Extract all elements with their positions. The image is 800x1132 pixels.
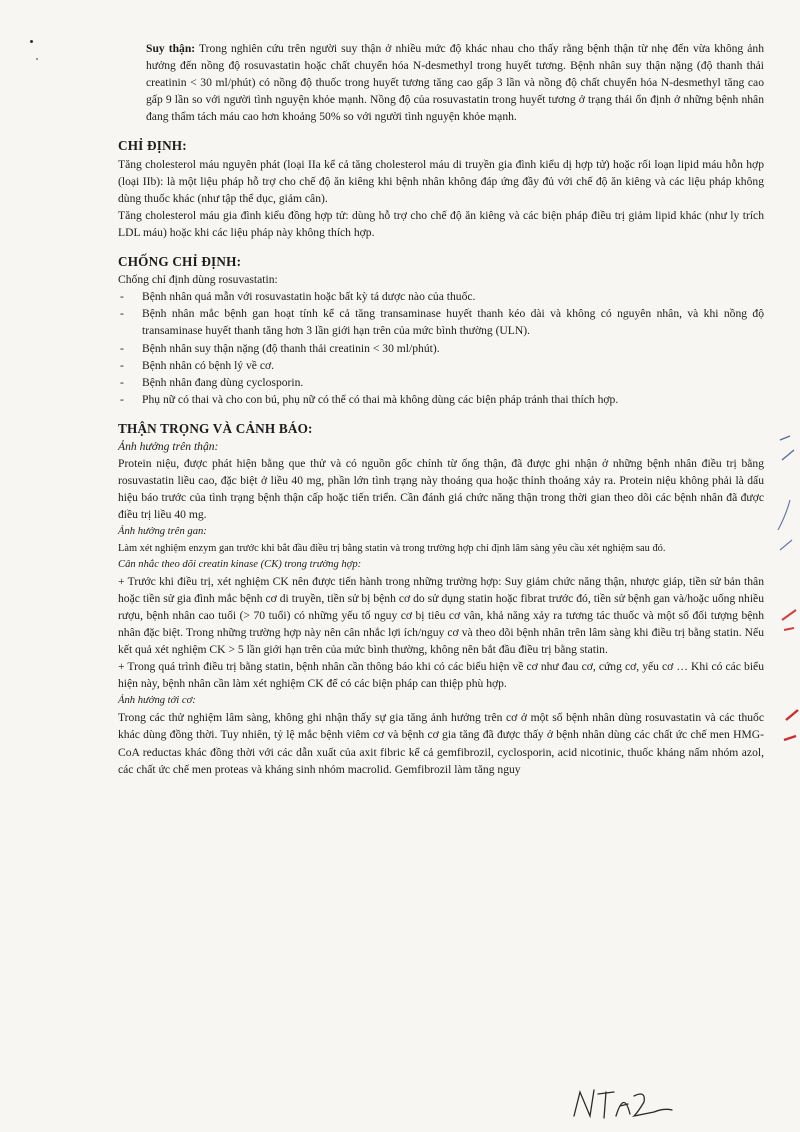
- renal-impairment-paragraph: [118, 40, 764, 125]
- contraindications-list: [118, 288, 764, 408]
- edge-stamp-mark: [760, 420, 800, 780]
- ck-monitoring-text-1: + Trước khi điều trị, xét nghiệm CK nên được tiến hành trong những trường hợp: Suy giảm chức năng thận, nhược giáp, tiền sử bản thân hoặc tiền sử gia đình mắc bệnh cơ di truyền, tiền sử bị bệnh cơ do sử dụng statin hoặc fibrat trước đó, tiền sử bệnh gan và/hoặc uống nhiều rượu, bệnh nhân cao tuổi (> 70 tuổi) có những yếu tố nguy cơ bị tiêu cơ vân, khả năng xảy ra tương tác thuốc và một số đối tượng bệnh nhân đặc biệt. Trong những trường hợp này nên cân nhắc lợi ích/nguy cơ và theo dõi bệnh nhân trên lâm sàng khi điều trị bằng statin. Nếu kết quả xét nghiệm CK > 5 lần giới hạn trên của mức bình thường, không nên bắt đầu điều trị bằng statin.: [118, 574, 764, 656]
- list-item: - Bệnh nhân đang dùng cyclosporin.: [118, 374, 764, 391]
- renal-impairment-lead: Suy thận:: [146, 42, 196, 55]
- kidney-effects-title: Ảnh hưởng trên thận:: [118, 439, 219, 453]
- scan-speck: [36, 58, 38, 60]
- list-item: - Bệnh nhân mắc bệnh gan hoạt tính kể cả tăng transaminase huyết thanh kéo dài và không có nguyên nhân, và khi nồng độ transaminase huyết thanh tăng hơn 3 lần giới hạn trên của mức bình thường (ULN).: [118, 305, 764, 339]
- contraindications-intro: Chống chỉ định dùng rosuvastatin:: [118, 273, 278, 287]
- muscle-effects-title: Ảnh hưởng tới cơ:: [118, 695, 196, 707]
- section-heading-warnings: THẬN TRỌNG VÀ CẢNH BÁO:: [118, 420, 313, 436]
- scan-speck: [30, 40, 33, 43]
- indications-paragraph-2: Tăng cholesterol máu gia đình kiểu đồng hợp tử: dùng hỗ trợ cho chế độ ăn kiêng và các biện pháp điều trị giảm lipid khác (như ly trích LDL máu) hoặc khi các liệu pháp này không thích hợp.: [118, 208, 764, 239]
- list-item: - Bệnh nhân suy thận nặng (độ thanh thải creatinin < 30 ml/phút).: [118, 340, 764, 357]
- list-item: - Bệnh nhân quá mẫn với rosuvastatin hoặc bất kỳ tá dược nào của thuốc.: [118, 288, 764, 305]
- ck-monitoring-title: Cân nhắc theo dõi creatin kinase (CK) trong trường hợp:: [118, 558, 362, 570]
- muscle-effects-text: Trong các thử nghiệm lâm sàng, không ghi nhận thấy sự gia tăng ảnh hưởng trên cơ ở một số bệnh nhân dùng rosuvastatin và các thuốc khác dùng đồng thời. Tuy nhiên, tỷ lệ mắc bệnh viêm cơ và bệnh cơ gia tăng đã được thấy ở bệnh nhân dùng các chất ức chế men HMG-CoA reductas khác đồng thời với các dẫn xuất của axit fibric kể cả gemfibrozil, cyclosporin, acid nicotinic, thuốc kháng nấm nhóm azol, các chất ức chế men proteas và kháng sinh nhóm macrolid. Gemfibrozil làm tăng nguy: [118, 711, 764, 776]
- list-item: - Bệnh nhân có bệnh lý về cơ.: [118, 357, 764, 374]
- liver-effects-text: Làm xét nghiệm enzym gan trước khi bắt đầu điều trị bằng statin và trong trường hợp chỉ định lâm sàng yêu cầu xét nghiệm sau đó.: [118, 542, 666, 554]
- list-item: - Phụ nữ có thai và cho con bú, phụ nữ có thể có thai mà không dùng các biện pháp tránh thai thích hợp.: [118, 391, 764, 408]
- section-heading-indications: CHỈ ĐỊNH:: [118, 138, 187, 154]
- indications-paragraph-1: Tăng cholesterol máu nguyên phát (loại IIa kể cả tăng cholesterol máu di truyền gia đình kiểu dị hợp tử) hoặc rối loạn lipid máu hỗn hợp (loại IIb): là một liệu pháp hỗ trợ cho chế độ ăn kiêng khi bệnh nhân không đáp ứng đầy đủ với chế độ ăn kiêng và các liệu pháp không dùng thuốc khác (như tập thể dục, giảm cân).: [118, 157, 764, 205]
- document-body: [118, 40, 764, 778]
- kidney-effects-text: Protein niệu, được phát hiện bằng que thử và có nguồn gốc chính từ ống thận, đã được ghi nhận ở những bệnh nhân điều trị bằng rosuvastatin liều cao, đặc biệt ở liều 40 mg, phần lớn tình trạng này thoáng qua hoặc thỉnh thoảng xảy ra. Protein niệu không phải là dấu hiệu báo trước của tình trạng bệnh thận cấp hoặc tiến triển. Cần đánh giá chức năng thận trong thời gian theo dõi các bệnh nhân đã được điều trị liều 40 mg.: [118, 457, 764, 522]
- section-heading-contraindications: CHỐNG CHỈ ĐỊNH:: [118, 254, 242, 270]
- renal-impairment-text: Trong nghiên cứu trên người suy thận ở nhiều mức độ khác nhau cho thấy rằng bệnh thận từ nhẹ đến vừa không ảnh hưởng đến nồng độ rosuvastatin hoặc chất chuyển hóa N-desmethyl trong huyết tương. Bệnh nhân suy thận nặng (độ thanh thải creatinin < 30 ml/phút) có nồng độ thuốc trong huyết tương tăng cao gấp 3 lần và nồng độ chất chuyển hóa N-desmethyl tăng cao gấp 9 lần so với người tình nguyện khỏe mạnh. Nồng độ của rosuvastatin trong huyết tương ở trạng thái ổn định ở những bệnh nhân đang thẩm tách máu cao hơn khoảng 50% so với người tình nguyện khỏe mạnh.: [146, 42, 764, 124]
- ck-monitoring-text-2: + Trong quá trình điều trị bằng statin, bệnh nhân cần thông báo khi có các biểu hiện về cơ như đau cơ, cứng cơ, yếu cơ … Khi có các biểu hiện này, bệnh nhân cần làm xét nghiệm CK để có các biện pháp can thiệp phù hợp.: [118, 660, 764, 691]
- signature-mark: [568, 1082, 678, 1126]
- liver-effects-title: Ảnh hưởng trên gan:: [118, 526, 207, 538]
